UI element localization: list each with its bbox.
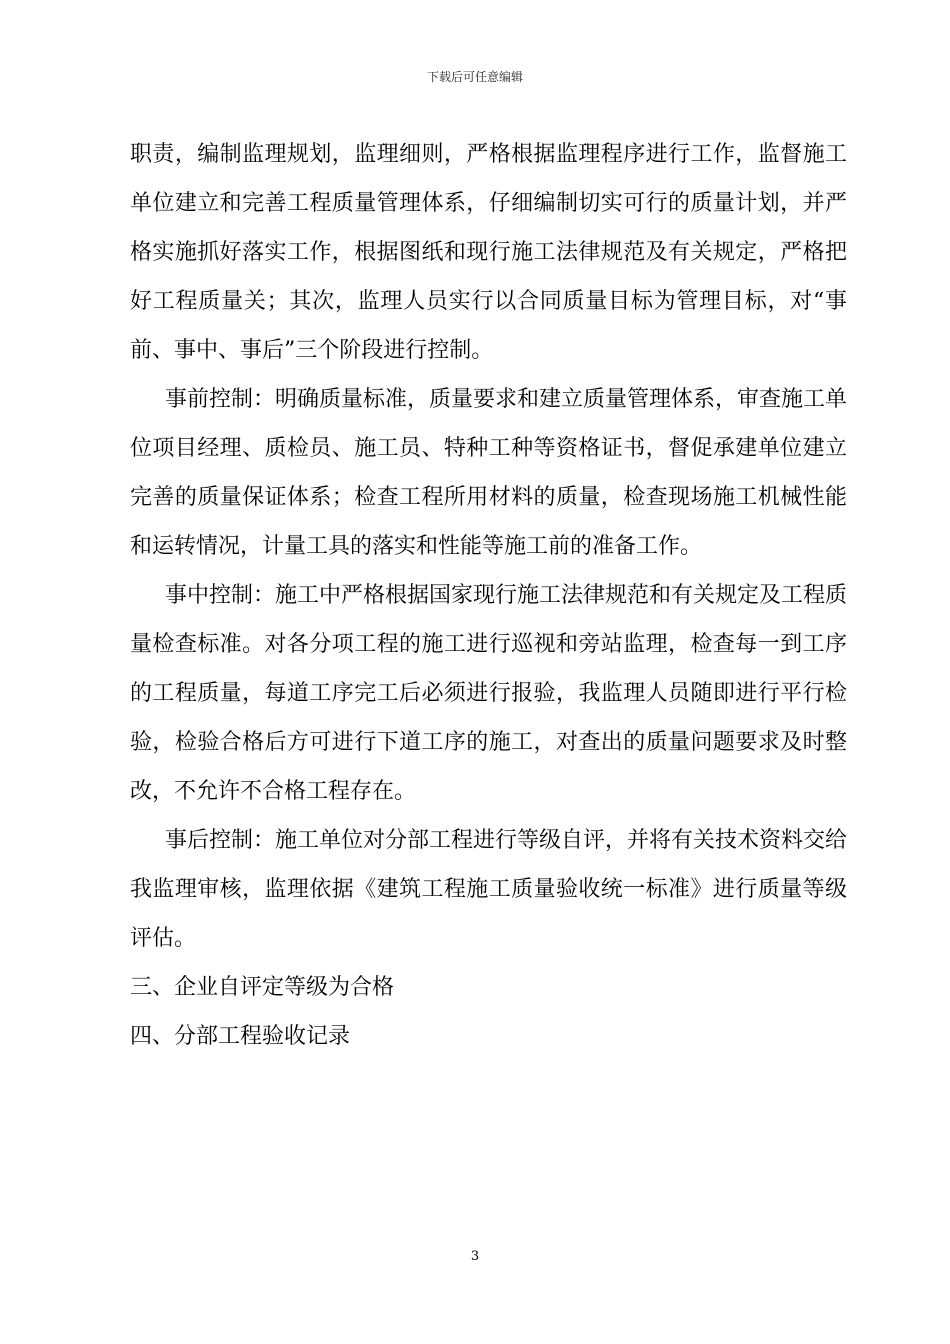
- paragraph-in-process-control: 事中控制：施工中严格根据国家现行施工法律规范和有关规定及工程质量检查标准。对各分项工程的施工进行巡视和旁站监理，检查每一到工序的工程质量，每道工序完工后必须进行报验，我监理人员随即进行平行检验，检验合格后方可进行下道工序的施工，对查出的质量问题要求及时整改，不允许不合格工程存在。: [130, 583, 848, 804]
- document-body: [130, 130, 847, 1061]
- section-heading-self-assessment: 三、企业自评定等级为合格: [130, 975, 395, 1000]
- page-number: 3: [470, 1249, 480, 1264]
- paragraph-post-control: 事后控制：施工单位对分部工程进行等级自评，并将有关技术资料交给我监理审核，监理依据《建筑工程施工质量验收统一标准》进行质量等级评估。: [130, 828, 848, 951]
- paragraph-responsibilities: 职责，编制监理规划，监理细则，严格根据监理程序进行工作，监督施工单位建立和完善工程质量管理体系，仔细编制切实可行的质量计划，并严格实施抓好落实工作，根据图纸和现行施工法律规范及有关规定，严格把好工程质量关；其次，监理人员实行以合同质量目标为管理目标，对“事前、事中、事后”三个阶段进行控制。: [130, 142, 847, 363]
- paragraph-pre-control: 事前控制：明确质量标准，质量要求和建立质量管理体系，审查施工单位项目经理、质检员、施工员、特种工种等资格证书，督促承建单位建立完善的质量保证体系；检查工程所用材料的质量，检查现场施工机械性能和运转情况，计量工具的落实和性能等施工前的准备工作。: [130, 387, 848, 559]
- section-heading-acceptance-record: 四、分部工程验收记录: [130, 1024, 351, 1049]
- page-header: 下载后可任意编辑: [426, 70, 523, 84]
